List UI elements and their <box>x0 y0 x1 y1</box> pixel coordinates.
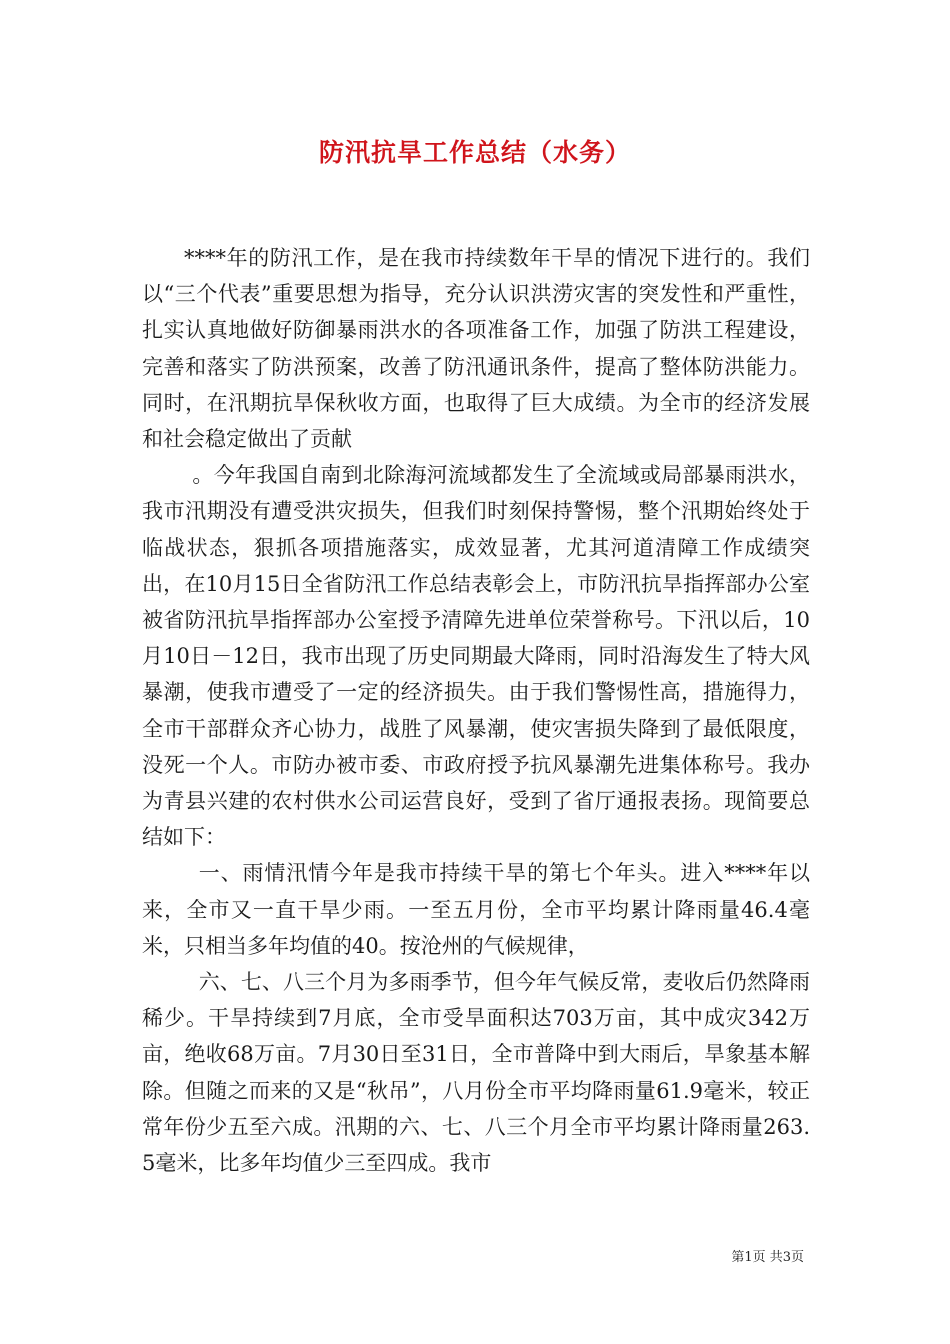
document-title: 防汛抗旱工作总结（水务） <box>318 138 631 167</box>
paragraph-rain-situation: 一、雨情汛情今年是我市持续干旱的第七个年头。进入****年以来，全市又一直干旱少雨。一至五月份，全市平均累计降雨量46.4毫米，只相当多年均值的40。按沧州的气候规律， <box>142 861 810 958</box>
document-body <box>142 240 810 1181</box>
paragraph-drought: 六、七、八三个月为多雨季节，但今年气候反常，麦收后仍然降雨稀少。干旱持续到7月底，全市受旱面积达703万亩，其中成灾342万亩，绝收68万亩。7月30日至31日，全市普降中到大雨后，旱象基本解除。但随之而来的又是“秋吊”，八月份全市平均降雨量61.9毫米，较正常年份少五至六成。汛期的六、七、八三个月全市平均累计降雨量263.5毫米，比多年均值少三至四成。我市 <box>142 970 810 1176</box>
paragraph-intro: ****年的防汛工作，是在我市持续数年干旱的情况下进行的。我们以“三个代表”重要思想为指导，充分认识洪涝灾害的突发性和严重性，扎实认真地做好防御暴雨洪水的各项准备工作，加强了防洪工程建设，完善和落实了防洪预案，改善了防汛通讯条件，提高了整体防洪能力。同时，在汛期抗旱保秋收方面，也取得了巨大成绩。为全市的经济发展和社会稳定做出了贡献 <box>142 246 810 452</box>
paragraph-summary: 。今年我国自南到北除海河流域都发生了全流域或局部暴雨洪水，我市汛期没有遭受洪灾损失，但我们时刻保持警惕，整个汛期始终处于临战状态，狠抓各项措施落实，成效显著，尤其河道清障工作成绩突出，在10月15日全省防汛工作总结表彰会上，市防汛抗旱指挥部办公室被省防汛抗旱指挥部办公室授予清障先进单位荣誉称号。下汛以后，10月10日－12日，我市出现了历史同期最大降雨，同时沿海发生了特大风暴潮，使我市遭受了一定的经济损失。由于我们警惕性高，措施得力，全市干部群众齐心协力，战胜了风暴潮，使灾害损失降到了最低限度，没死一个人。市防办被市委、市政府授予抗风暴潮先进集体称号。我办为青县兴建的农村供水公司运营良好，受到了省厅通报表扬。现简要总结如下： <box>142 463 810 850</box>
page-number: 第1页 共3页 <box>731 1250 804 1265</box>
